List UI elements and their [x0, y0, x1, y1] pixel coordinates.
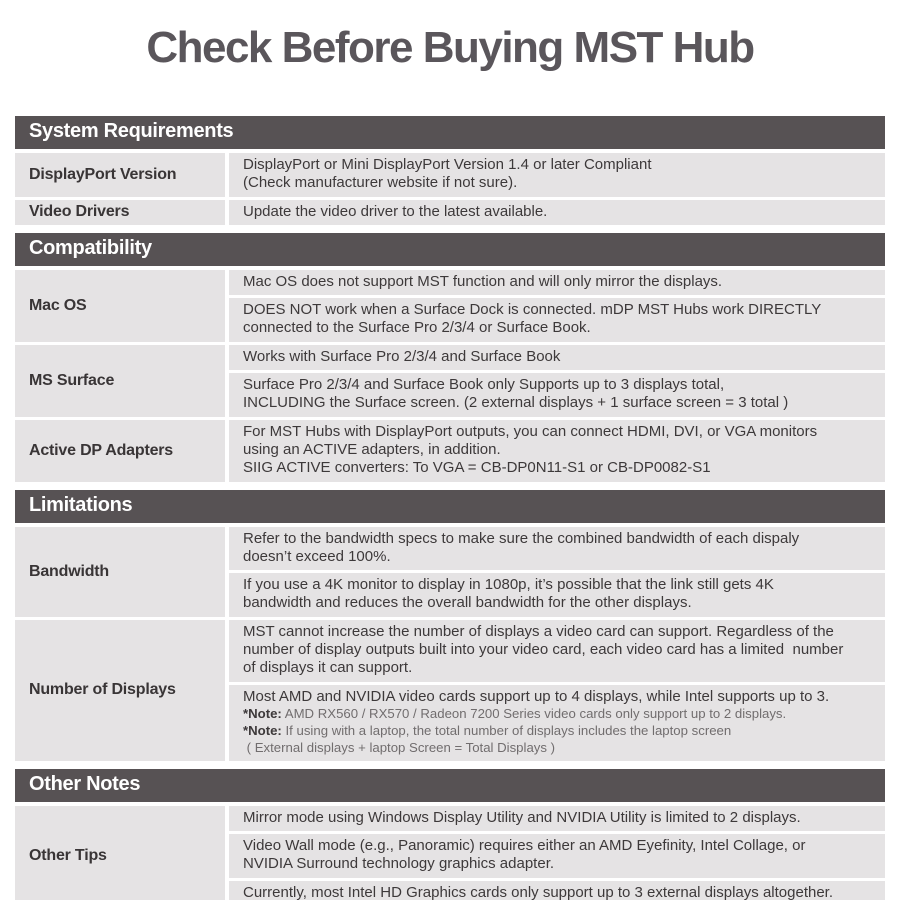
- text-line: doesn’t exceed 100%.: [243, 547, 391, 565]
- note-line: *Note: AMD RX560 / RX570 / Radeon 7200 Series video cards only support up to 2 displays.: [243, 705, 787, 721]
- text-line: connected to the Surface Pro 2/3/4 or Surface Book.: [243, 319, 591, 337]
- text-line: INCLUDING the Surface screen. (2 external displays + 1 surface screen = 3 total ): [243, 394, 789, 412]
- text-line: SIIG ACTIVE converters: To VGA = CB-DP0N11-S1 or CB-DP0082-S1: [243, 459, 711, 477]
- table-row-ms-surface: [15, 345, 885, 417]
- text-line: Works with Surface Pro 2/3/4 and Surface Book: [243, 347, 561, 365]
- text-line: bandwidth and reduces the overall bandwidth for the other displays.: [243, 594, 692, 612]
- text-line: Currently, most Intel HD Graphics cards only support up to 3 external displays altogether.: [243, 883, 834, 900]
- table-row-other-tips: [15, 806, 885, 900]
- text-line: (Check manufacturer website if not sure).: [243, 174, 518, 192]
- row-label: Active DP Adapters: [15, 420, 225, 482]
- spec-table: [15, 116, 885, 900]
- table-row-bandwidth: [15, 527, 885, 617]
- row-label: DisplayPort Version: [15, 153, 225, 197]
- text-line: NVIDIA Surround technology graphics adapter.: [243, 855, 555, 873]
- row-content: [229, 527, 885, 617]
- text-line: DisplayPort or Mini DisplayPort Version 1.4 or later Compliant: [243, 156, 652, 173]
- content-cell: [229, 153, 885, 197]
- section-header-limitations: Limitations: [15, 490, 885, 523]
- text-line: If you use a 4K monitor to display in 1080p, it’s possible that the link still gets 4K: [243, 576, 774, 594]
- text-line: Mirror mode using Windows Display Utility and NVIDIA Utility is limited to 2 displays.: [243, 808, 801, 826]
- text-line: Video Wall mode (e.g., Panoramic) requires either an AMD Eyefinity, Intel Collage, or: [243, 836, 806, 854]
- section-header-compatibility: Compatibility: [15, 233, 885, 266]
- table-row-number-of-displays: [15, 620, 885, 761]
- text-line: Surface Pro 2/3/4 and Surface Book only Supports up to 3 displays total,: [243, 376, 725, 394]
- row-label: Video Drivers: [15, 200, 225, 225]
- row-label: Mac OS: [15, 270, 225, 342]
- row-content: [229, 620, 885, 761]
- content-cell: [229, 270, 885, 295]
- content-cell: [229, 345, 885, 370]
- text-line: MST cannot increase the number of displays a video card can support. Regardless of the: [243, 622, 834, 640]
- section-header-system-requirements: System Requirements: [15, 116, 885, 149]
- note-line: ( External displays + laptop Screen = Total Displays ): [243, 739, 556, 755]
- row-content: [229, 200, 885, 225]
- content-cell: [229, 298, 885, 342]
- text-line: Mac OS does not support MST function and will only mirror the displays.: [243, 272, 723, 290]
- row-label: MS Surface: [15, 345, 225, 417]
- text-line: For MST Hubs with DisplayPort outputs, you can connect HDMI, DVI, or VGA monitors: [243, 422, 818, 440]
- content-cell: [229, 373, 885, 417]
- row-content: [229, 153, 885, 197]
- row-label: Other Tips: [15, 806, 225, 900]
- content-cell: [229, 200, 885, 225]
- row-label: Number of Displays: [15, 620, 225, 761]
- table-row-displayport-version: [15, 153, 885, 197]
- content-cell: [229, 806, 885, 831]
- note-prefix: *Note:: [243, 705, 282, 721]
- note-prefix: *Note:: [243, 722, 282, 738]
- text-line: Most AMD and NVIDIA video cards support up to 4 displays, while Intel supports up to 3.: [243, 687, 830, 705]
- text-line: number of display outputs built into your video card, each video card has a limited number: [243, 641, 844, 659]
- table-row-active-dp-adapters: [15, 420, 885, 482]
- note-line: *Note: If using with a laptop, the total number of displays includes the laptop screen: [243, 722, 732, 738]
- content-cell: [229, 620, 885, 682]
- content-cell: [229, 420, 885, 482]
- row-label: Bandwidth: [15, 527, 225, 617]
- row-content: [229, 345, 885, 417]
- content-cell: [229, 834, 885, 878]
- table-row-mac-os: [15, 270, 885, 342]
- table-row-video-drivers: [15, 200, 885, 225]
- row-content: [229, 420, 885, 482]
- text-line: of displays it can support.: [243, 659, 413, 677]
- content-cell: [229, 527, 885, 571]
- row-content: [229, 270, 885, 342]
- page-title: Check Before Buying MST Hub: [146, 23, 754, 72]
- text-line: using an ACTIVE adapters, in addition.: [243, 440, 501, 458]
- text-line: Refer to the bandwidth specs to make sure the combined bandwidth of each dispaly: [243, 529, 800, 547]
- row-content: [229, 806, 885, 900]
- section-header-other-notes: Other Notes: [15, 769, 885, 802]
- content-cell: [229, 881, 885, 900]
- text-line: Update the video driver to the latest available.: [243, 202, 548, 220]
- content-cell: [229, 685, 885, 761]
- content-cell: [229, 573, 885, 617]
- text-line: DOES NOT work when a Surface Dock is connected. mDP MST Hubs work DIRECTLY: [243, 301, 822, 319]
